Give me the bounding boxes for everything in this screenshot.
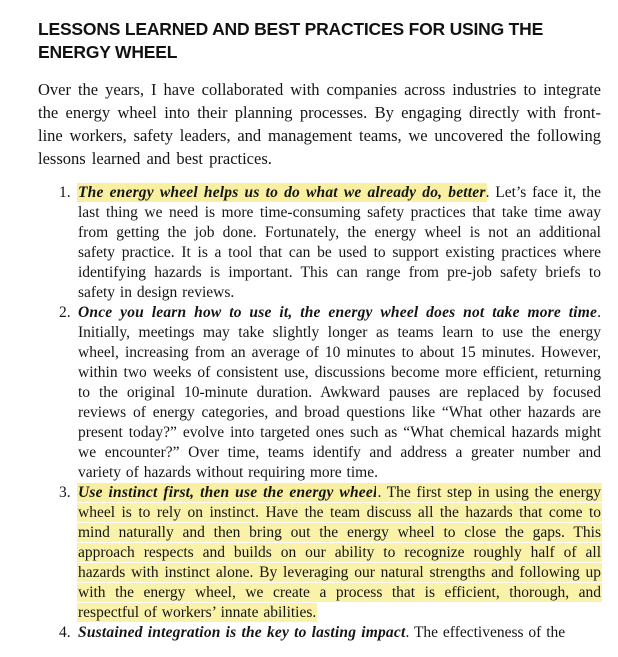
list-item-4-number: 4. — [59, 624, 71, 641]
list-item-4-body: . The effectiveness of the — [405, 624, 566, 641]
list-item-3 — [59, 483, 601, 623]
list-item-4 — [59, 623, 601, 643]
list-item-2-body: . Initially, meetings may take slightly longer as teams learn to use the energy wheel, increasing from an average of 10 minutes to about 15 minutes. However, within two weeks of consistent use, discussions become more efficient, returning to the original 10-minute duration. Awkward pauses are replaced by focused reviews of energy categories, and broad questions like “What other hazards are present today?” evolve into targeted ones such as “What chemical hazards might we encounter?” Over time, teams identify and address a greater number and variety of hazards without requiring more time. — [78, 304, 601, 481]
list-item-1-body: . Let’s face it, the last thing we need is more time-consuming safety practices that take time away from getting the job done. Fortunately, the energy wheel is not an additional safety practice. It is a tool that can be used to support existing practices where identifying hazards is important. This can range from pre-job safety briefs to safety in design reviews. — [78, 184, 601, 301]
list-item-2 — [59, 303, 601, 483]
list-item-3-number: 3. — [59, 484, 71, 501]
list-item-1 — [59, 183, 601, 303]
intro-paragraph: Over the years, I have collaborated with companies across industries to integrate the energy wheel into their planning processes. By engaging directly with front-line workers, safety leaders, and management teams, we uncovered the following lessons learned and best practices. — [38, 80, 601, 168]
list-item-3-lead-highlighted: Use instinct first, then use the energy wheel — [78, 484, 378, 501]
list-item-1-lead-highlighted: The energy wheel helps us to do what we already do, better — [78, 184, 486, 201]
list-item-1-number: 1. — [59, 184, 71, 201]
lessons-list — [38, 183, 601, 643]
list-item-3-body-highlighted: . The first step in using the energy wheel is to rely on instinct. Have the team discuss all the hazards that come to mind naturally and then bring out the energy wheel to close the gaps. This approach respects and builds on our ability to recognize roughly half of all hazards with instinct alone. By leveraging our natural strengths and following up with the energy wheel, we create a process that is efficient, thorough, and respectful of workers’ innate abilities. — [78, 484, 601, 621]
list-item-4-lead: Sustained integration is the key to lasting impact — [78, 624, 406, 641]
section-heading: LESSONS LEARNED AND BEST PRACTICES FOR USING THE ENERGY WHEEL — [38, 19, 544, 62]
list-item-2-number: 2. — [59, 304, 71, 321]
list-item-2-lead: Once you learn how to use it, the energy wheel does not take more time — [78, 304, 598, 321]
